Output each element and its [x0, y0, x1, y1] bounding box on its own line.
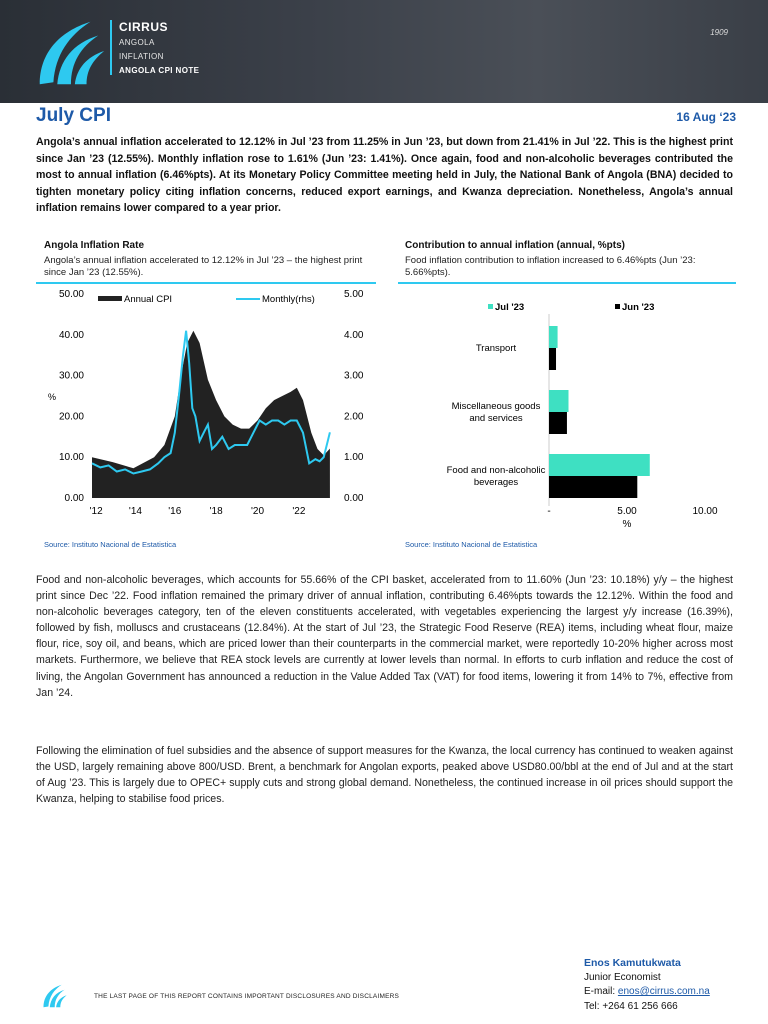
report-date: 16 Aug ‘23	[676, 110, 736, 124]
brand-block	[110, 20, 199, 75]
author-email-line	[584, 985, 710, 1000]
inflation-rate-chart	[36, 284, 380, 520]
y2-tick-label: 2.00	[344, 411, 364, 423]
brand-country: ANGOLA	[119, 38, 155, 47]
bar-jul	[549, 326, 558, 348]
email-label: E-mail:	[584, 986, 618, 997]
category-label: Transport	[475, 343, 517, 354]
x-tick-label: '12	[89, 506, 103, 517]
x-tick-label: 5.00	[617, 506, 637, 517]
report-header	[0, 0, 768, 103]
author-role: Junior Economist	[584, 971, 661, 983]
lead-paragraph: Angola’s annual inflation accelerated to 12.12% in Jul ’23 from 11.25% in Jun ’23, but down from 21.41% in Jul ’22. This is the highest print since Jan ’23 (12.55%). Monthly inflation rose to 1.61% (Jun ’23: 1.41%). Once again, food and non-alcoholic beverages contributed the most to annual inflation (6.46%pts). At its Monetary Policy Committee meeting held in July, the National Bank of Angola (BNA) decided to tighten monetary policy citing inflation concerns, reduced export earnings, and Kwanza depreciation. Nonetheless, Angola’s annual inflation remains lower compared to a year prior.	[36, 136, 733, 214]
author-name: Enos Kamutukwata	[584, 957, 681, 969]
author-email-link[interactable]: enos@cirrus.com.na	[617, 986, 710, 997]
y2-tick-label: 1.00	[344, 452, 364, 464]
x-tick-label: '22	[292, 506, 306, 517]
x-tick-label: '20	[250, 506, 265, 517]
right-chart-title: Contribution to annual inflation (annual, %pts)	[405, 240, 625, 251]
x-tick-label: -	[547, 506, 551, 517]
legend-swatch-jun	[615, 304, 620, 309]
bar-jun	[549, 476, 637, 498]
right-chart-subtitle: Food inflation contribution to inflation increased to 6.46%pts (Jun ’23: 5.66%pts).	[405, 255, 696, 278]
brand-note: ANGOLA CPI NOTE	[119, 66, 200, 75]
left-chart-source: Source: Instituto Nacional de Estatistica	[44, 540, 177, 549]
y-tick-label: 30.00	[58, 370, 84, 382]
legend-swatch-jul	[488, 304, 493, 309]
y-tick-label: 50.00	[58, 289, 84, 300]
x-tick-label: 10.00	[692, 506, 718, 517]
disclaimer-note: THE LAST PAGE OF THIS REPORT CONTAINS IMPORTANT DISCLOSURES AND DISCLAIMERS	[94, 993, 400, 1000]
page-title: July CPI	[36, 105, 111, 126]
category-label: Miscellaneous goods and services	[451, 401, 541, 424]
body-paragraph-2: Following the elimination of fuel subsidies and the absence of support measures for the Kwanza, the local currency has continued to weaken against the USD, largely remaining above 800/USD. Brent, a benchmark for Angolan exports, peaked above USD80.00/bbl at the end of Jul and at the start of Aug ’23. This is largely due to OPEC+ supply cuts and strong global demand. Nonetheless, the continued increase in oil prices should support the Kwanza, helping to stabilise food prices.	[36, 745, 733, 806]
bar-jul	[549, 390, 569, 412]
body-paragraph-1: Food and non-alcoholic beverages, which accounts for 55.66% of the CPI basket, accelerated from to 11.60% (Jun ’23: 10.18%) y/y – the highest print since Dec ’22. Food inflation remained the primary driver of annual inflation, contributing 6.46%pts towards the 12.12%. Within the food and non-alcoholic beverages category, ten of the eleven constituents accelerated, with vegetables experiencing the largest y/y increase (16.39%), followed by fish, molluscs and crustaceans (12.84%). At the start of Jul ’23, the Strategic Food Reserve (REA) items, including wheat flour, maize flour, rice, soy oil, and beans, which are priced lower than their counterparts in the commercial market, were reportedly 10-20% higher across most markets. Furthermore, we believe that REA stock levels are currently at lower levels than normal. In efforts to curb inflation and reduce the cost of living, the Angolan Government has announced a reduction in the Value Added Tax (VAT) for food items, lowering it from 14% to 7%, effective from Jan ’24.	[36, 574, 733, 699]
legend-label-annual: Annual CPI	[124, 294, 173, 305]
legend-label-monthly: Monthly(rhs)	[262, 294, 315, 305]
left-chart-title: Angola Inflation Rate	[44, 240, 144, 251]
right-chart-source: Source: Instituto Nacional de Estatistica	[405, 540, 538, 549]
brand-name: CIRRUS	[119, 20, 169, 34]
y2-tick-label: 3.00	[344, 370, 364, 382]
brand-topic: INFLATION	[119, 52, 164, 61]
y2-tick-label: 0.00	[344, 493, 364, 504]
y-tick-label: 10.00	[58, 452, 84, 464]
page-number: 1909	[710, 28, 728, 37]
bar-jun	[549, 412, 567, 434]
x-axis-label: %	[622, 519, 632, 530]
footer-logo-icon	[40, 982, 68, 1010]
bar-jun	[549, 348, 556, 370]
bar-jul	[549, 454, 650, 476]
x-tick-label: '18	[209, 506, 223, 517]
legend-label-jun: Jun '23	[622, 302, 655, 313]
y-tick-label: 40.00	[58, 329, 84, 341]
y-axis-label: %	[47, 392, 57, 402]
y2-tick-label: 4.00	[344, 329, 364, 341]
y-tick-label: 20.00	[58, 411, 84, 423]
x-tick-label: '14	[128, 506, 142, 517]
legend-swatch-annual	[98, 296, 122, 301]
legend-label-jul: Jul '23	[495, 302, 525, 313]
category-label: Food and non-alcoholic beverages	[446, 465, 546, 488]
left-chart-subtitle: Angola’s annual inflation accelerated to 12.12% in Jul ’23 – the highest print since Jan ’23 (12.55%).	[44, 255, 363, 278]
y-tick-label: 0.00	[64, 493, 84, 504]
contribution-chart	[398, 284, 738, 536]
author-phone: Tel: +264 61 256 666	[584, 1000, 678, 1012]
y2-tick-label: 5.00	[344, 289, 364, 300]
annual-cpi-area	[92, 331, 330, 498]
author-contact	[584, 956, 710, 1014]
x-tick-label: '16	[168, 506, 182, 517]
cirrus-logo-icon	[30, 14, 108, 92]
